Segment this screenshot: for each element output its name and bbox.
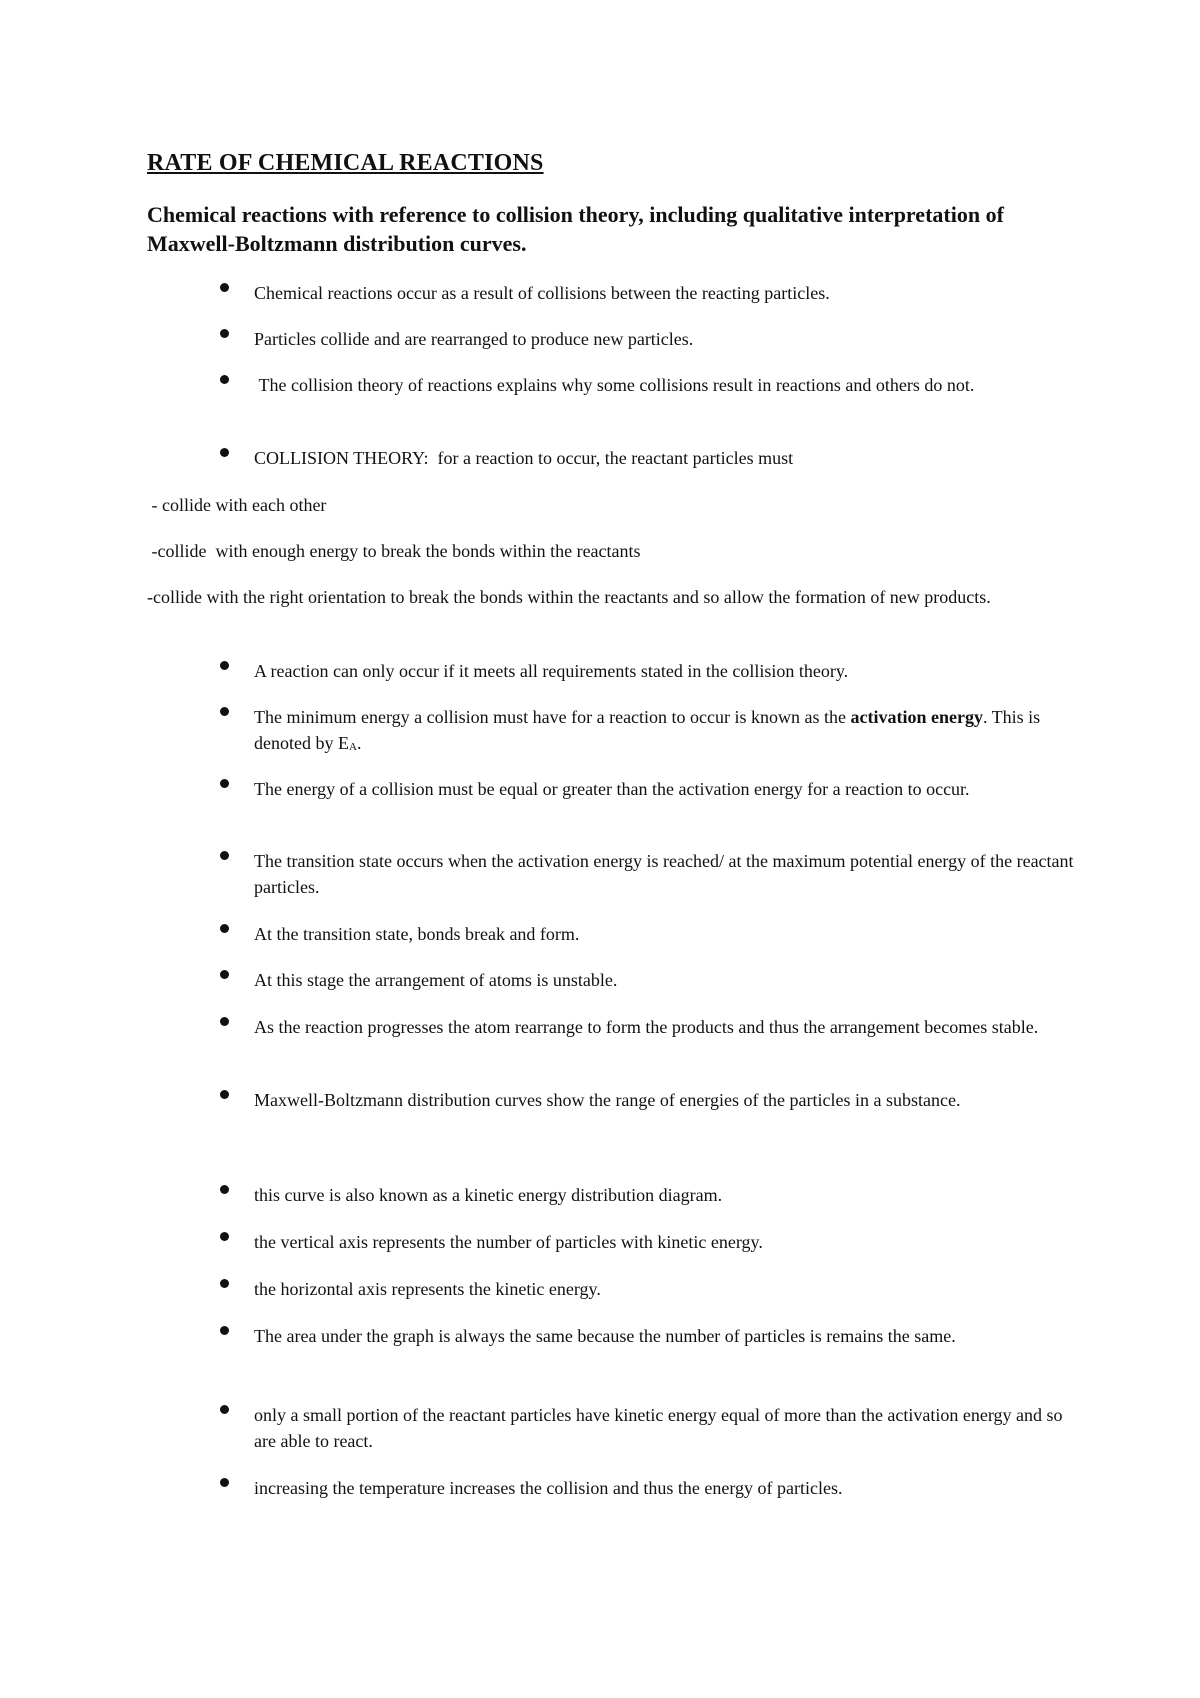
bullet-icon — [220, 707, 229, 716]
bullet-icon — [220, 1232, 229, 1241]
requirement-line: - collide with each other — [147, 495, 327, 515]
bullet-item: Chemical reactions occur as a result of collisions between the reacting particles. — [254, 283, 830, 303]
bullet-item: The transition state occurs when the activation energy is reached/ at the maximum potential energy of the reactant particles. — [254, 851, 1074, 897]
bullet-icon — [220, 970, 229, 979]
activation-text-before: The minimum energy a collision must have for a reaction to occur is known as the — [254, 707, 851, 727]
bullet-icon — [220, 1017, 229, 1026]
bullet-item: Particles collide and are rearranged to produce new particles. — [254, 329, 694, 349]
bullet-icon — [220, 661, 229, 670]
bullet-item: Maxwell-Boltzmann distribution curves show the range of energies of the particles in a substance. — [254, 1090, 961, 1110]
bullet-icon — [220, 283, 229, 292]
activation-text-after: . This is denoted by E — [254, 707, 1041, 753]
bullet-item: increasing the temperature increases the collision and thus the energy of particles. — [254, 1478, 843, 1498]
bullet-item: At this stage the arrangement of atoms is unstable. — [254, 970, 618, 990]
bullet-item: COLLISION THEORY: for a reaction to occur, the reactant particles must — [254, 448, 794, 468]
bullet-item-activation-energy — [254, 704, 1084, 760]
bullet-item: The area under the graph is always the same because the number of particles is remains the same. — [254, 1326, 956, 1346]
bullet-icon — [220, 924, 229, 933]
activation-text-end: . — [356, 733, 362, 753]
bullet-item: the vertical axis represents the number of particles with kinetic energy. — [254, 1232, 763, 1252]
bullet-item: The energy of a collision must be equal or greater than the activation energy for a reaction to occur. — [254, 779, 970, 799]
requirement-line: -collide with enough energy to break the bonds within the reactants — [147, 541, 641, 561]
page-subtitle: Chemical reactions with reference to collision theory, including qualitative interpretation of Maxwell-Boltzmann distribution curves. — [147, 202, 1004, 256]
bullet-item: A reaction can only occur if it meets all requirements stated in the collision theory. — [254, 661, 849, 681]
page-title: RATE OF CHEMICAL REACTIONS — [147, 150, 544, 176]
bullet-icon — [220, 375, 229, 384]
bullet-icon — [220, 1185, 229, 1194]
bullet-item: The collision theory of reactions explains why some collisions result in reactions and others do not. — [254, 375, 975, 395]
activation-energy-term: activation energy — [850, 707, 983, 727]
bullet-item: At the transition state, bonds break and form. — [254, 924, 580, 944]
bullet-icon — [220, 1478, 229, 1487]
bullet-icon — [220, 1090, 229, 1099]
bullet-item: As the reaction progresses the atom rearrange to form the products and thus the arrangement becomes stable. — [254, 1017, 1039, 1037]
activation-subscript: A — [348, 741, 357, 753]
requirement-line: -collide with the right orientation to break the bonds within the reactants and so allow the formation of new products. — [147, 587, 991, 607]
bullet-icon — [220, 1326, 229, 1335]
bullet-icon — [220, 329, 229, 338]
bullet-icon — [220, 1405, 229, 1414]
bullet-icon — [220, 851, 229, 860]
bullet-item: only a small portion of the reactant particles have kinetic energy equal of more than the activation energy and so are able to react. — [254, 1405, 1063, 1451]
bullet-item: this curve is also known as a kinetic energy distribution diagram. — [254, 1185, 723, 1205]
bullet-icon — [220, 1279, 229, 1288]
bullet-icon — [220, 779, 229, 788]
bullet-icon — [220, 448, 229, 457]
bullet-item: the horizontal axis represents the kinetic energy. — [254, 1279, 601, 1299]
